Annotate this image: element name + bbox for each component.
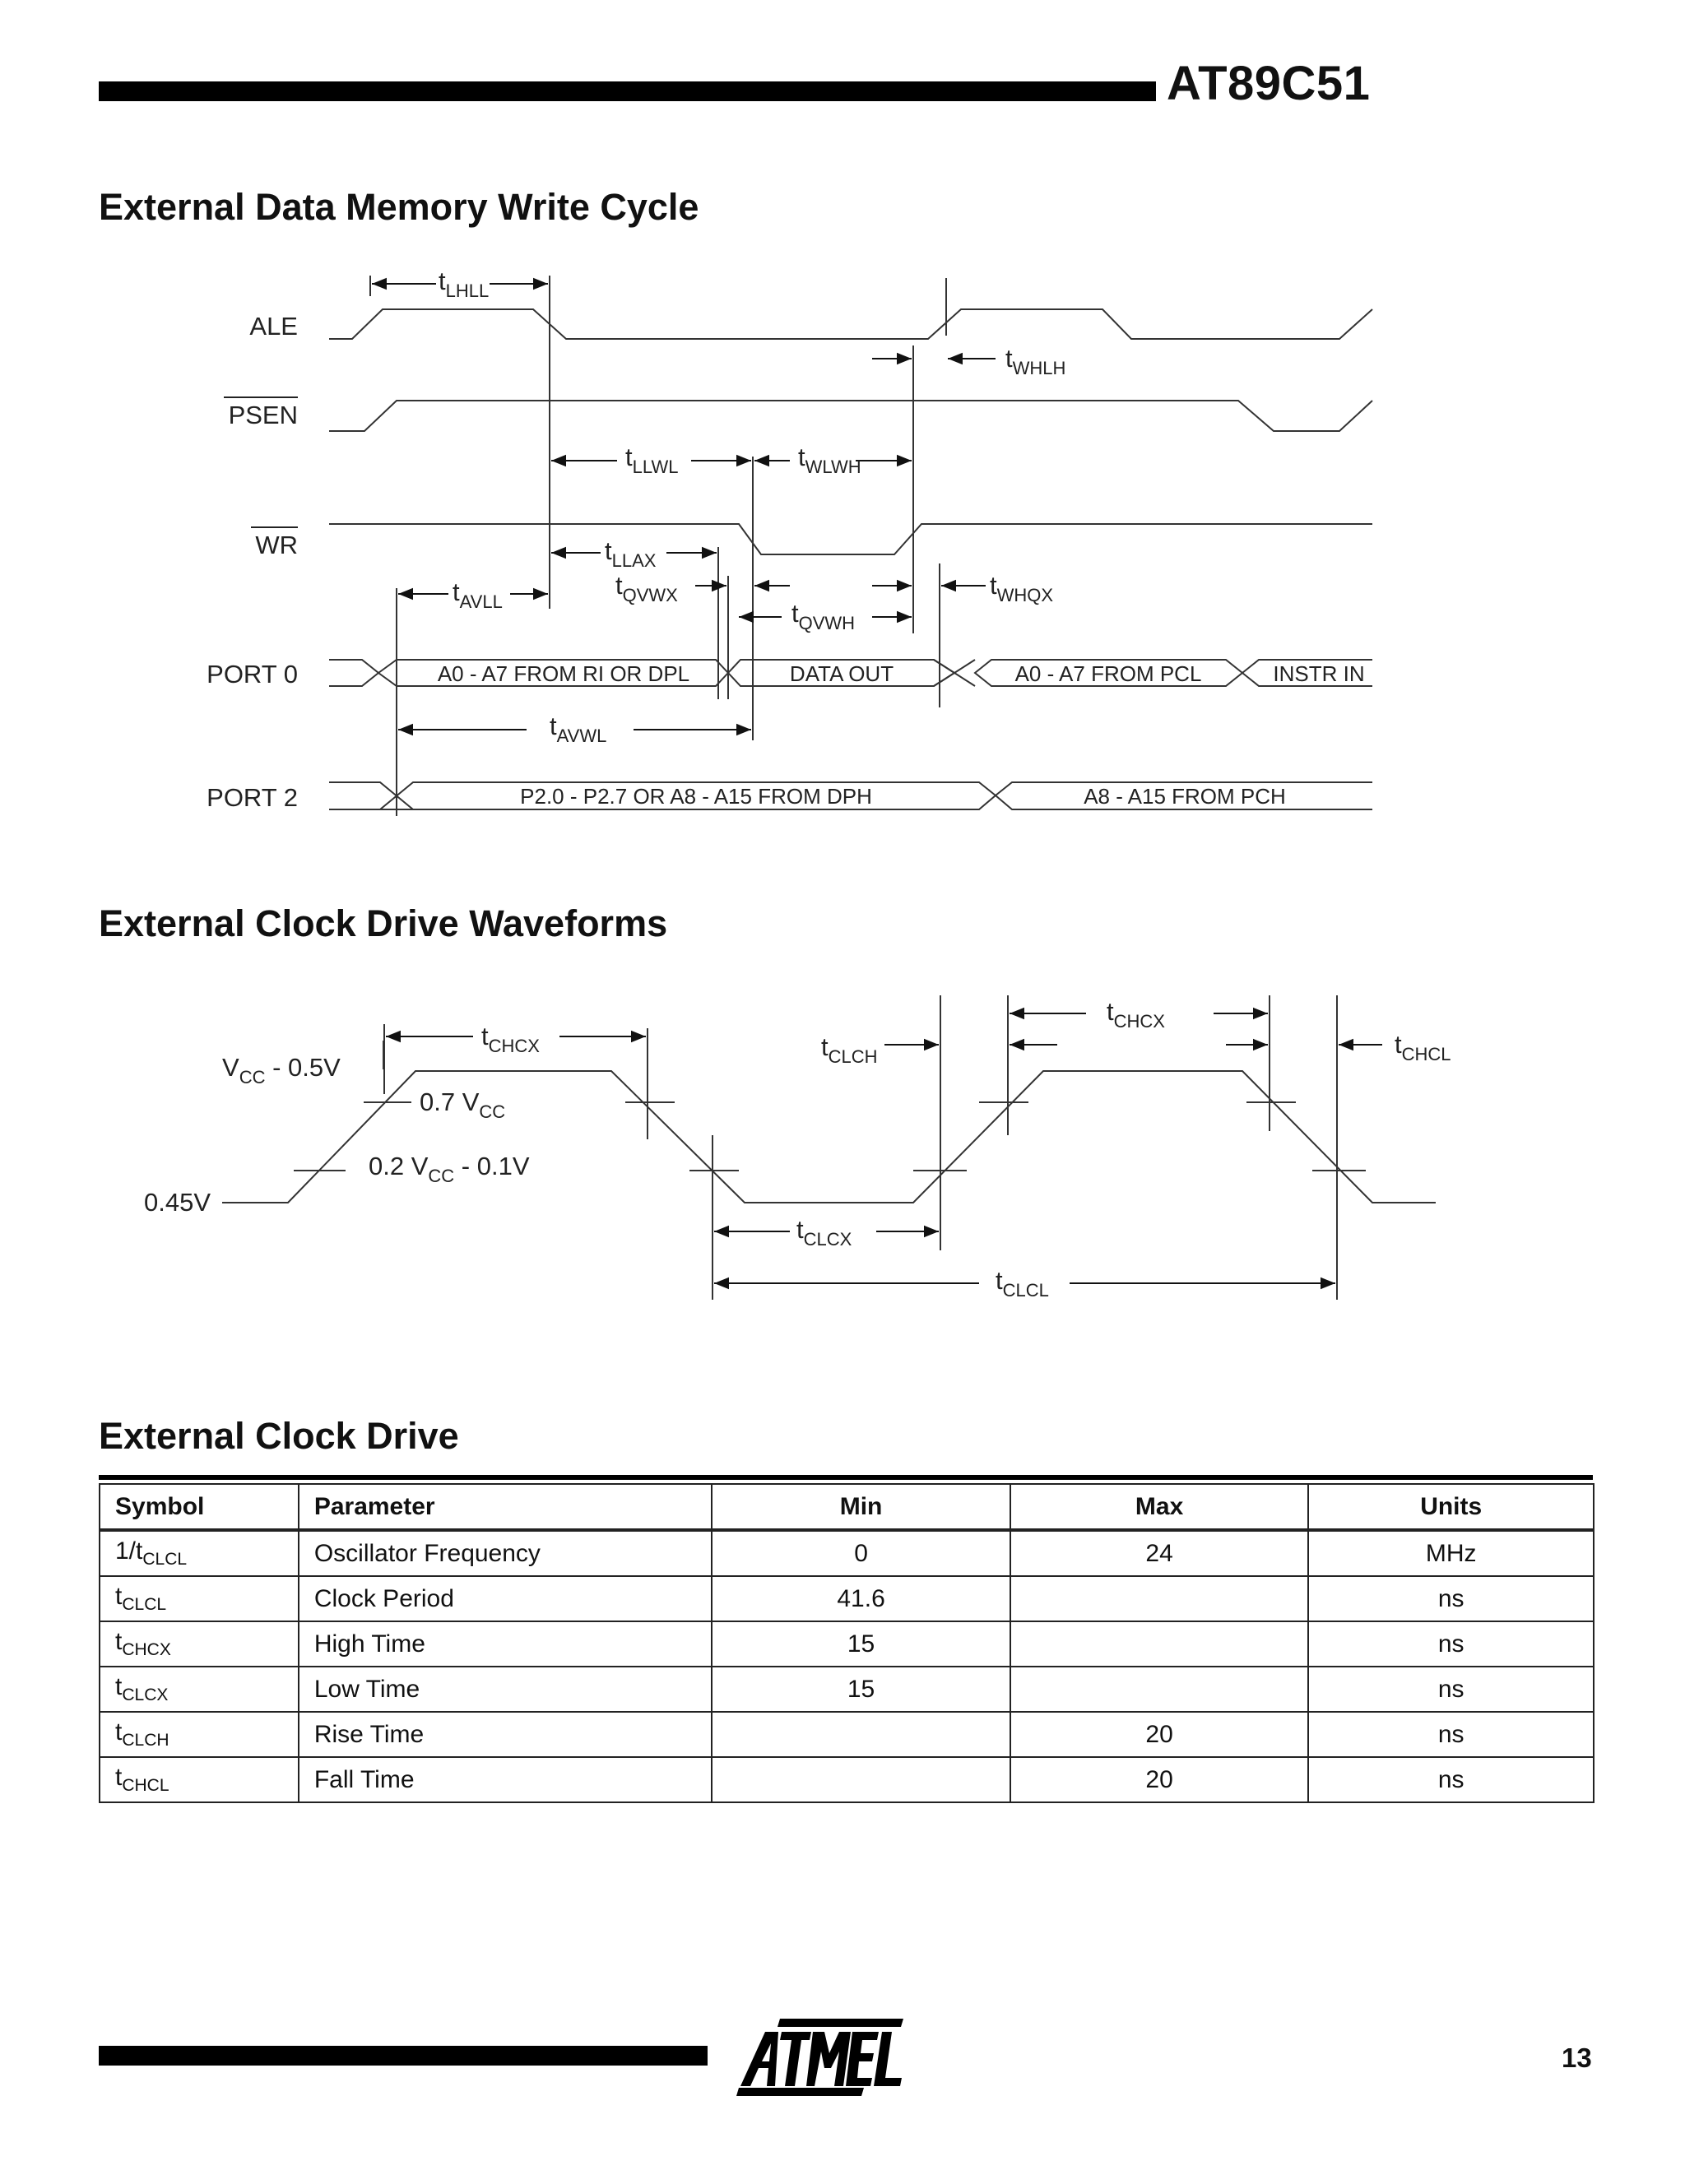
cell-parameter: Low Time [299,1667,712,1712]
timing-label: $t_{WHLH}$ [1005,344,1066,378]
write-cycle-heading: External Data Memory Write Cycle [99,186,699,228]
signal-psen: PSEN [228,401,298,429]
cell-max: 24 [1010,1530,1309,1576]
cell-max [1010,1576,1309,1621]
timing-label: $t_{CHCX}$ [481,1022,540,1056]
col-header-units: Units [1308,1484,1594,1530]
cell-units: ns [1308,1757,1594,1802]
cell-symbol: $t_{CLCH}$ [100,1712,299,1757]
table-top-rule [99,1475,1593,1480]
timing-label: $t_{CHCX}$ [1107,997,1165,1032]
cell-symbol: $1/t_{CLCL}$ [100,1530,299,1576]
timing-label: $t_{LLWL}$ [625,443,679,477]
port0-field-pcl: A0 - A7 FROM PCL [1014,661,1202,686]
cell-min: 15 [712,1667,1010,1712]
port0-field-data: DATA OUT [789,661,894,686]
table-row [100,1667,1594,1712]
table-header-row [100,1484,1594,1530]
cell-units: ns [1308,1667,1594,1712]
page-number: 13 [1562,2043,1592,2073]
col-header-symbol: Symbol [100,1484,299,1530]
level-045v: 0.45V [144,1188,211,1217]
col-header-parameter: Parameter [299,1484,712,1530]
cell-parameter: Clock Period [299,1576,712,1621]
table-row [100,1576,1594,1621]
level-02vcc: 0.2 $V_{CC} - 0.1V$ [369,1152,530,1186]
cell-parameter: Oscillator Frequency [299,1530,712,1576]
cell-min: 0 [712,1530,1010,1576]
timing-label: $t_{WHQX}$ [990,571,1054,605]
signal-ale: ALE [249,312,298,341]
signal-port2: PORT 2 [207,783,298,812]
port2-field-dph: P2.0 - P2.7 OR A8 - A15 FROM DPH [520,784,872,809]
clock-drive-table [99,1483,1594,1803]
timing-label: $t_{AVLL}$ [453,577,503,612]
port2-field-pch: A8 - A15 FROM PCH [1084,784,1286,809]
table-row [100,1712,1594,1757]
cell-max [1010,1621,1309,1667]
level-07vcc: 0.7 $V_{CC}$ [420,1087,506,1122]
cell-parameter: Rise Time [299,1712,712,1757]
port0-field-addr: A0 - A7 FROM RI OR DPL [437,661,690,686]
signal-wr: WR [255,531,298,559]
clock-drive-heading: External Clock Drive [99,1415,459,1457]
cell-max [1010,1667,1309,1712]
cell-min: 41.6 [712,1576,1010,1621]
timing-label: $t_{QVWX}$ [615,571,678,605]
clock-waveforms-heading: External Clock Drive Waveforms [99,902,668,944]
cell-parameter: High Time [299,1621,712,1667]
cell-max: 20 [1010,1757,1309,1802]
cell-units: ns [1308,1576,1594,1621]
cell-symbol: $t_{CHCL}$ [100,1757,299,1802]
timing-label: $t_{WLWH}$ [798,443,861,477]
cell-min [712,1757,1010,1802]
cell-min [712,1712,1010,1757]
table-row [100,1757,1594,1802]
timing-label: $t_{QVWH}$ [791,599,856,633]
cell-parameter: Fall Time [299,1757,712,1802]
table-row [100,1621,1594,1667]
timing-label: $t_{LHLL}$ [439,267,490,301]
cell-max: 20 [1010,1712,1309,1757]
cell-min: 15 [712,1621,1010,1667]
clock-waveform-diagram [0,979,1685,1324]
table-row [100,1530,1594,1576]
timing-label: $t_{LLAX}$ [605,536,657,571]
port0-field-instr: INSTR IN [1273,661,1365,686]
timing-label: $t_{CHCL}$ [1395,1030,1451,1064]
cell-units: MHz [1308,1530,1594,1576]
cell-units: ns [1308,1712,1594,1757]
write-cycle-diagram [0,0,1685,831]
timing-label: $t_{CLCL}$ [996,1266,1049,1301]
cell-symbol: $t_{CLCX}$ [100,1667,299,1712]
level-vcc-minus: $V_{CC} - 0.5V$ [222,1053,341,1087]
timing-label: $t_{CLCH}$ [821,1032,878,1067]
timing-label: $t_{CLCX}$ [796,1215,852,1250]
atmel-logo [732,2015,915,2098]
document-title: AT89C51 [1167,57,1371,110]
col-header-min: Min [712,1484,1010,1530]
cell-units: ns [1308,1621,1594,1667]
timing-label: $t_{AVWL}$ [550,712,607,746]
cell-symbol: $t_{CLCL}$ [100,1576,299,1621]
signal-port0: PORT 0 [207,660,298,689]
cell-symbol: $t_{CHCX}$ [100,1621,299,1667]
col-header-max: Max [1010,1484,1309,1530]
footer-rule [99,2046,708,2066]
